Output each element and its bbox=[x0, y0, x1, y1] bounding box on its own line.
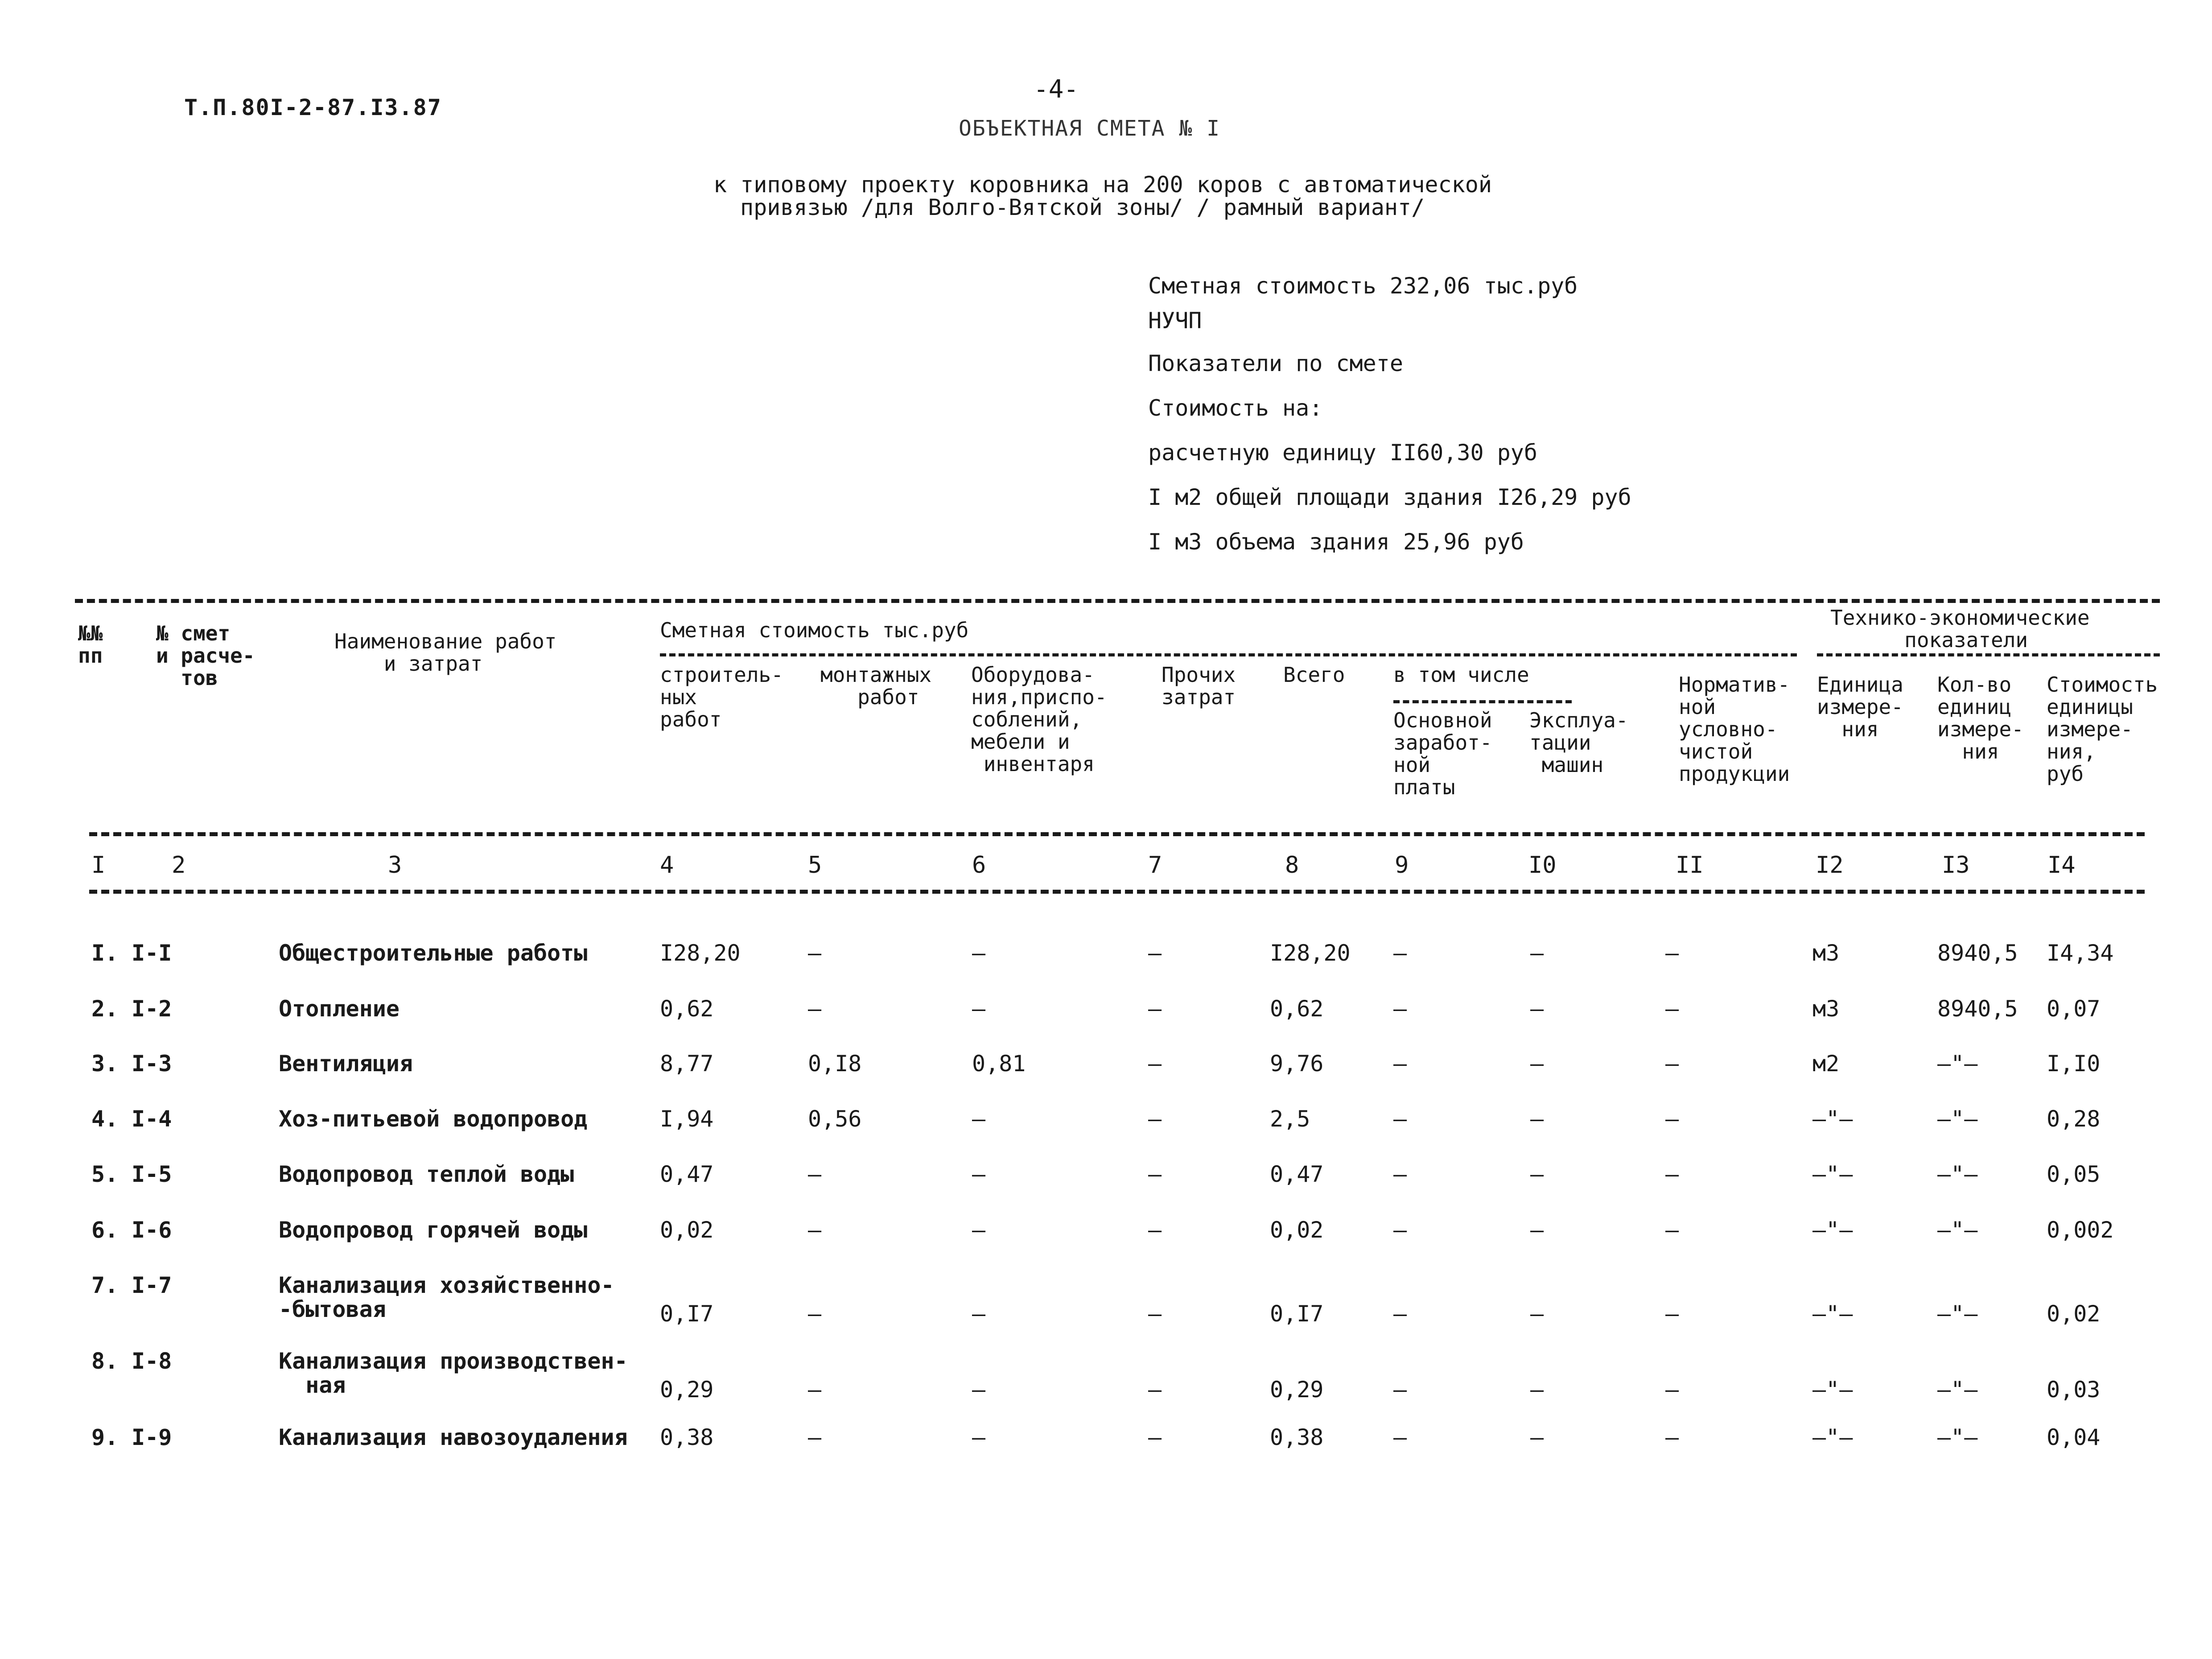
table-cell-c5: 0,56 bbox=[808, 1106, 862, 1132]
table-cell-c9: – bbox=[1393, 1106, 1407, 1132]
cost-per-m2: I м2 общей площади здания I26,29 руб bbox=[1148, 484, 1631, 510]
table-cell-c11: – bbox=[1665, 1106, 1679, 1132]
table-cell-c11: – bbox=[1665, 1377, 1679, 1403]
table-cell-c7: – bbox=[1148, 996, 1162, 1022]
table-cell-c12: –"– bbox=[1812, 1424, 1853, 1450]
table-cell-c14: 0,05 bbox=[2047, 1161, 2101, 1187]
table-cell-no: 3. bbox=[91, 1051, 119, 1077]
table-cell-c8: 0,02 bbox=[1270, 1217, 1324, 1243]
table-cell-c13: –"– bbox=[1937, 1161, 1978, 1187]
table-cell-c5: – bbox=[808, 1301, 822, 1327]
table-cell-c4: 0,38 bbox=[660, 1424, 714, 1450]
cost-per-unit: расчетную единицу II60,30 руб bbox=[1148, 440, 1537, 466]
table-cell-c4: 0,02 bbox=[660, 1217, 714, 1243]
table-cell-no: 6. bbox=[91, 1217, 119, 1243]
table-cell-name: Канализация навозоудаления bbox=[279, 1424, 628, 1450]
table-cell-name: Водопровод теплой воды bbox=[279, 1161, 574, 1187]
table-cell-c9: – bbox=[1393, 1051, 1407, 1077]
table-cell-c11: – bbox=[1665, 1424, 1679, 1450]
table-cell-c7: – bbox=[1148, 1377, 1162, 1403]
table-cell-c8: 0,I7 bbox=[1270, 1301, 1324, 1327]
table-cell-c6: 0,81 bbox=[972, 1051, 1026, 1077]
table-cell-no: 7. bbox=[91, 1272, 119, 1298]
table-cell-c12: м3 bbox=[1812, 996, 1840, 1022]
column-number-9: 9 bbox=[1395, 852, 1409, 879]
table-cell-c12: –"– bbox=[1812, 1106, 1853, 1132]
table-cell-c6: – bbox=[972, 1301, 986, 1327]
table-cell-c9: – bbox=[1393, 1217, 1407, 1243]
table-cell-c11: – bbox=[1665, 1301, 1679, 1327]
table-cell-c14: I,I0 bbox=[2047, 1051, 2101, 1077]
table-cell-c11: – bbox=[1665, 996, 1679, 1022]
table-cell-ref: I-4 bbox=[132, 1106, 172, 1132]
table-cell-c5: – bbox=[808, 940, 822, 966]
document-code: Т.П.80I-2-87.I3.87 bbox=[184, 95, 442, 120]
table-cell-name: Водопровод горячей воды bbox=[279, 1217, 588, 1243]
table-cell-c10: – bbox=[1530, 1051, 1544, 1077]
table-cell-c4: 0,I7 bbox=[660, 1301, 714, 1327]
table-cell-c9: – bbox=[1393, 1161, 1407, 1187]
table-cell-ref: I-7 bbox=[132, 1272, 172, 1298]
document-subtitle-line-2: привязью /для Волго-Вятской зоны/ / рамный вариант/ bbox=[740, 194, 1425, 220]
table-cell-ref: I-I bbox=[132, 940, 172, 966]
page-number: -4- bbox=[1034, 75, 1079, 104]
table-cell-c9: – bbox=[1393, 1301, 1407, 1327]
table-cell-c14: 0,28 bbox=[2047, 1106, 2101, 1132]
table-cell-c5: – bbox=[808, 1377, 822, 1403]
column-number-13: I3 bbox=[1942, 852, 1970, 879]
table-cell-c10: – bbox=[1530, 1106, 1544, 1132]
table-cell-c10: – bbox=[1530, 1301, 1544, 1327]
header-work-name: Наименование работ и затрат bbox=[334, 629, 557, 676]
table-cell-name: Канализация хозяйственно- -бытовая bbox=[279, 1272, 614, 1322]
table-cell-c13: 8940,5 bbox=[1937, 996, 2018, 1022]
table-cell-c8: 0,38 bbox=[1270, 1424, 1324, 1450]
table-cell-c4: I28,20 bbox=[660, 940, 741, 966]
header-bottom-rule bbox=[89, 832, 2145, 836]
table-cell-c14: 0,03 bbox=[2047, 1377, 2101, 1403]
header-installation: монтажных работ bbox=[820, 663, 932, 709]
table-cell-no: 2. bbox=[91, 996, 119, 1022]
table-cell-c4: 8,77 bbox=[660, 1051, 714, 1077]
table-cell-c5: – bbox=[808, 1217, 822, 1243]
table-cell-c13: –"– bbox=[1937, 1051, 1978, 1077]
table-cell-c10: – bbox=[1530, 940, 1544, 966]
table-cell-c12: м2 bbox=[1812, 1051, 1840, 1077]
table-cell-ref: I-6 bbox=[132, 1217, 172, 1243]
column-number-14: I4 bbox=[2047, 852, 2076, 879]
table-cell-c8: I28,20 bbox=[1270, 940, 1351, 966]
header-total: Всего bbox=[1283, 663, 1345, 687]
table-cell-name: Канализация производствен- ная bbox=[279, 1348, 628, 1398]
header-unit-cost: Стоимость единицы измере- ния, руб bbox=[2047, 673, 2158, 786]
table-cell-ref: I-9 bbox=[132, 1424, 172, 1450]
table-cell-c14: 0,002 bbox=[2047, 1217, 2114, 1243]
table-cell-c4: 0,29 bbox=[660, 1377, 714, 1403]
table-cell-c7: – bbox=[1148, 1051, 1162, 1077]
table-cell-c10: – bbox=[1530, 1377, 1544, 1403]
table-cell-ref: I-5 bbox=[132, 1161, 172, 1187]
table-cell-c5: 0,I8 bbox=[808, 1051, 862, 1077]
table-cell-c11: – bbox=[1665, 1161, 1679, 1187]
table-cell-c13: –"– bbox=[1937, 1106, 1978, 1132]
table-cell-c6: – bbox=[972, 1377, 986, 1403]
incl-group-rule bbox=[1393, 700, 1572, 703]
table-cell-c11: – bbox=[1665, 940, 1679, 966]
table-cell-c8: 9,76 bbox=[1270, 1051, 1324, 1077]
table-cell-ref: I-2 bbox=[132, 996, 172, 1022]
estimated-cost: Сметная стоимость 232,06 тыс.руб bbox=[1148, 273, 1578, 299]
table-cell-c14: 0,07 bbox=[2047, 996, 2101, 1022]
table-cell-c9: – bbox=[1393, 940, 1407, 966]
column-number-rule bbox=[89, 890, 2145, 894]
table-cell-c7: – bbox=[1148, 940, 1162, 966]
column-number-6: 6 bbox=[972, 852, 986, 879]
table-cell-c12: –"– bbox=[1812, 1377, 1853, 1403]
table-cell-ref: I-3 bbox=[132, 1051, 172, 1077]
table-cell-no: 8. bbox=[91, 1348, 119, 1374]
table-cell-c5: – bbox=[808, 1424, 822, 1450]
table-cell-no: 9. bbox=[91, 1424, 119, 1450]
indicators-label: Показатели по смете bbox=[1148, 351, 1403, 376]
table-cell-c6: – bbox=[972, 1106, 986, 1132]
column-number-2: 2 bbox=[172, 852, 186, 879]
table-cell-name: Хоз-питьевой водопровод bbox=[279, 1106, 588, 1132]
table-cell-no: 5. bbox=[91, 1161, 119, 1187]
table-cell-c8: 2,5 bbox=[1270, 1106, 1310, 1132]
table-cell-c12: –"– bbox=[1812, 1161, 1853, 1187]
table-cell-c12: –"– bbox=[1812, 1217, 1853, 1243]
column-number-10: I0 bbox=[1528, 852, 1557, 879]
table-cell-c14: I4,34 bbox=[2047, 940, 2114, 966]
table-cell-ref: I-8 bbox=[132, 1348, 172, 1374]
column-number-7: 7 bbox=[1148, 852, 1162, 879]
header-unit-count: Кол-во единиц измере- ния bbox=[1937, 673, 2024, 763]
table-cell-c13: 8940,5 bbox=[1937, 940, 2018, 966]
column-number-11: II bbox=[1676, 852, 1704, 879]
table-cell-c7: – bbox=[1148, 1161, 1162, 1187]
table-cell-c10: – bbox=[1530, 1424, 1544, 1450]
table-cell-name: Отопление bbox=[279, 996, 400, 1022]
table-cell-c4: 0,47 bbox=[660, 1161, 714, 1187]
column-number-1: I bbox=[91, 852, 106, 879]
table-cell-c6: – bbox=[972, 1161, 986, 1187]
table-cell-c8: 0,62 bbox=[1270, 996, 1324, 1022]
table-cell-c7: – bbox=[1148, 1301, 1162, 1327]
header-equipment: Оборудова- ния,приспо- соблений, мебели и инвентаря bbox=[971, 663, 1107, 776]
header-other-costs: Прочих затрат bbox=[1162, 663, 1236, 709]
table-cell-c12: м3 bbox=[1812, 940, 1840, 966]
header-estimate-number: № смет и расче- тов bbox=[156, 621, 255, 690]
table-cell-c14: 0,02 bbox=[2047, 1301, 2101, 1327]
table-cell-c10: – bbox=[1530, 996, 1544, 1022]
table-cell-c9: – bbox=[1393, 1377, 1407, 1403]
header-row-number: №№ пп bbox=[78, 621, 103, 668]
table-cell-c13: –"– bbox=[1937, 1377, 1978, 1403]
table-cell-c7: – bbox=[1148, 1217, 1162, 1243]
table-top-rule bbox=[75, 599, 2160, 603]
nuchp-label: НУЧП bbox=[1148, 308, 1202, 334]
table-cell-c9: – bbox=[1393, 1424, 1407, 1450]
table-cell-c4: I,94 bbox=[660, 1106, 714, 1132]
header-tech-group: Технико-экономические показатели bbox=[1830, 606, 2090, 652]
table-cell-c8: 0,29 bbox=[1270, 1377, 1324, 1403]
table-cell-c6: – bbox=[972, 940, 986, 966]
table-cell-no: I. bbox=[91, 940, 119, 966]
cost-per-m3: I м3 объема здания 25,96 руб bbox=[1148, 529, 1524, 555]
table-cell-c4: 0,62 bbox=[660, 996, 714, 1022]
header-construction: строитель- ных работ bbox=[660, 663, 783, 731]
table-cell-c5: – bbox=[808, 996, 822, 1022]
table-cell-c7: – bbox=[1148, 1424, 1162, 1450]
column-number-8: 8 bbox=[1285, 852, 1299, 879]
header-machine-operation: Эксплуа- тации машин bbox=[1529, 708, 1628, 777]
table-cell-c10: – bbox=[1530, 1217, 1544, 1243]
document-subtitle-line-1: к типовому проекту коровника на 200 коров с автоматической bbox=[713, 172, 1492, 198]
table-cell-c7: – bbox=[1148, 1106, 1162, 1132]
table-cell-no: 4. bbox=[91, 1106, 119, 1132]
table-cell-c13: –"– bbox=[1937, 1217, 1978, 1243]
header-cost-group: Сметная стоимость тыс.руб bbox=[660, 618, 969, 642]
column-number-3: 3 bbox=[388, 852, 402, 879]
table-cell-c6: – bbox=[972, 1424, 986, 1450]
table-cell-c10: – bbox=[1530, 1161, 1544, 1187]
column-number-12: I2 bbox=[1816, 852, 1844, 879]
table-cell-name: Вентиляция bbox=[279, 1051, 413, 1077]
table-cell-name: Общестроительные работы bbox=[279, 940, 588, 966]
tech-group-rule bbox=[1817, 653, 2160, 656]
table-cell-c14: 0,04 bbox=[2047, 1424, 2101, 1450]
table-cell-c12: –"– bbox=[1812, 1301, 1853, 1327]
table-cell-c6: – bbox=[972, 1217, 986, 1243]
table-cell-c13: –"– bbox=[1937, 1424, 1978, 1450]
header-including: в том числе bbox=[1393, 663, 1529, 687]
column-number-4: 4 bbox=[660, 852, 674, 879]
cost-on-label: Стоимость на: bbox=[1148, 395, 1323, 421]
header-base-wages: Основной заработ- ной платы bbox=[1393, 708, 1492, 799]
table-cell-c9: – bbox=[1393, 996, 1407, 1022]
table-cell-c8: 0,47 bbox=[1270, 1161, 1324, 1187]
column-number-5: 5 bbox=[808, 852, 822, 879]
table-cell-c6: – bbox=[972, 996, 986, 1022]
document-title: ОБЪЕКТНАЯ СМЕТА № I bbox=[959, 116, 1221, 141]
table-cell-c5: – bbox=[808, 1161, 822, 1187]
header-unit: Единица измере- ния bbox=[1817, 673, 1903, 741]
table-cell-c11: – bbox=[1665, 1051, 1679, 1077]
table-cell-c13: –"– bbox=[1937, 1301, 1978, 1327]
table-cell-c11: – bbox=[1665, 1217, 1679, 1243]
cost-group-rule bbox=[660, 653, 1797, 656]
header-normative-product: Норматив- ной условно- чистой продукции bbox=[1679, 673, 1790, 786]
